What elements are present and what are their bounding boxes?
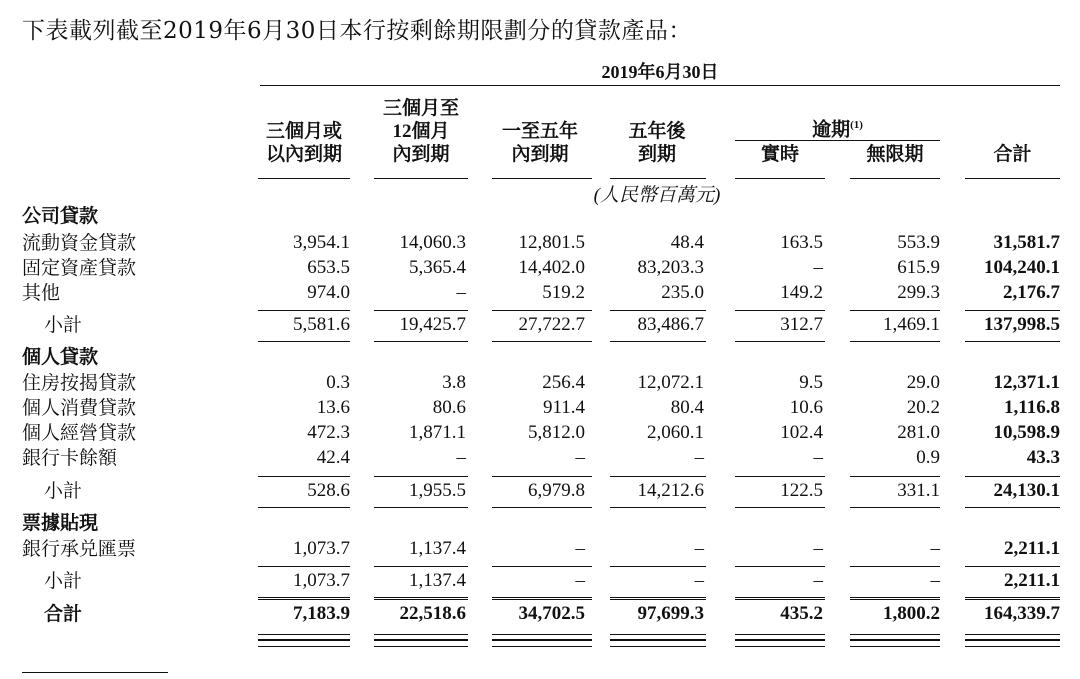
cell-data-col3: 48.4 [670, 232, 704, 253]
column-header-6: 合計 [993, 143, 1032, 165]
row-label: 個人經營貸款 [22, 422, 137, 444]
cell-data-col0: 974.0 [307, 282, 350, 303]
rule-above-subtotal [374, 310, 468, 311]
rule-above-subtotal [610, 310, 706, 311]
rule-above-subtotal [850, 566, 940, 567]
cell-data-col4: 9.5 [799, 372, 823, 393]
rule-above-subtotal [965, 476, 1060, 477]
cell-data-col0: 3,954.1 [293, 232, 350, 253]
cell-subtotal-col1: 1,955.5 [409, 480, 466, 501]
rule-below-subtotal [965, 597, 1060, 598]
rule-below-subtotal [610, 341, 706, 342]
cell-data-col4: 149.2 [780, 282, 823, 303]
cell-subtotal-col3: – [694, 570, 704, 591]
rule-above-subtotal [492, 476, 592, 477]
rule-below-subtotal [492, 341, 592, 342]
header-rule-6 [965, 178, 1060, 179]
rule-below-total [492, 634, 592, 635]
rule-below-total [735, 646, 825, 647]
cell-data-col0: 42.4 [316, 447, 350, 468]
rule-above-subtotal [850, 476, 940, 477]
cell-data-col6: 10,598.9 [993, 422, 1060, 443]
cell-data-col2: 256.4 [542, 372, 585, 393]
rule-below-total [374, 639, 468, 641]
cell-data-col4: 102.4 [780, 422, 823, 443]
cell-total-col2: 34,702.5 [518, 603, 585, 624]
rule-below-total [610, 634, 706, 635]
cell-subtotal-col5: – [930, 570, 940, 591]
cell-data-col4: – [813, 447, 823, 468]
rule-below-subtotal [850, 341, 940, 342]
rule-below-subtotal [258, 507, 350, 508]
cell-data-col0: 1,073.7 [293, 538, 350, 559]
rule-below-subtotal [374, 597, 468, 598]
cell-data-col5: – [930, 538, 940, 559]
cell-subtotal-col1: 19,425.7 [399, 314, 466, 335]
rule-below-subtotal [258, 341, 350, 342]
cell-data-col0: 0.3 [326, 372, 350, 393]
cell-data-col6: 1,116.8 [1004, 397, 1060, 418]
cell-subtotal-col3: 14,212.6 [637, 480, 704, 501]
row-label: 住房按揭貸款 [22, 372, 137, 394]
row-label: 流動資金貸款 [22, 232, 137, 254]
header-rule-0 [258, 178, 350, 179]
cell-data-col4: – [813, 257, 823, 278]
rule-above-subtotal [492, 310, 592, 311]
subtotal-label: 小計 [44, 570, 83, 592]
cell-data-col3: 235.0 [661, 282, 704, 303]
header-rule-1 [374, 178, 468, 179]
cell-data-col3: – [694, 447, 704, 468]
rule-below-total [374, 646, 468, 647]
rule-above-subtotal [850, 310, 940, 311]
cell-subtotal-col6: 2,211.1 [1004, 570, 1060, 591]
rule-below-subtotal [735, 341, 825, 342]
rule-above-subtotal [735, 566, 825, 567]
cell-data-col3: – [694, 538, 704, 559]
cell-subtotal-col5: 331.1 [897, 480, 940, 501]
rule-above-subtotal [735, 476, 825, 477]
cell-data-col5: 29.0 [906, 372, 940, 393]
rule-below-total [850, 639, 940, 641]
cell-data-col6: 104,240.1 [984, 257, 1060, 278]
cell-data-col6: 43.3 [1026, 447, 1060, 468]
cell-data-col1: 80.6 [432, 397, 466, 418]
cell-data-col1: – [456, 447, 466, 468]
column-header-3: 五年後 到期 [628, 120, 686, 165]
column-header-0: 三個月或 以內到期 [265, 120, 342, 165]
rule-below-total [492, 646, 592, 647]
rule-below-total [965, 639, 1060, 641]
cell-data-col6: 12,371.1 [993, 372, 1060, 393]
rule-above-total [850, 599, 940, 600]
date-header-rule [260, 85, 1060, 86]
cell-data-col0: 653.5 [307, 257, 350, 278]
rule-above-total [610, 599, 706, 600]
cell-data-col5: 281.0 [897, 422, 940, 443]
cell-subtotal-col6: 137,998.5 [984, 314, 1060, 335]
cell-data-col2: – [575, 447, 585, 468]
rule-below-subtotal [610, 597, 706, 598]
cell-data-col5: 553.9 [897, 232, 940, 253]
date-header: 2019年6月30日 [601, 62, 719, 82]
rule-below-total [850, 634, 940, 635]
header-rule-5 [850, 178, 940, 179]
rule-below-total [850, 646, 940, 647]
rule-above-subtotal [258, 310, 350, 311]
rule-below-subtotal [492, 507, 592, 508]
rule-below-subtotal [374, 507, 468, 508]
rule-below-subtotal [735, 507, 825, 508]
rule-above-total [965, 599, 1060, 600]
cell-data-col2: – [575, 538, 585, 559]
rule-below-subtotal [610, 507, 706, 508]
column-header-1: 三個月至 12個月 內到期 [382, 97, 459, 165]
rule-below-total [258, 639, 350, 641]
section-heading: 票據貼現 [22, 512, 99, 534]
header-rule-2 [492, 178, 592, 179]
cell-data-col3: 83,203.3 [637, 257, 704, 278]
cell-data-col4: – [813, 538, 823, 559]
rule-below-total [258, 646, 350, 647]
cell-data-col6: 2,211.1 [1004, 538, 1060, 559]
rule-below-total [610, 646, 706, 647]
cell-data-col2: 12,801.5 [518, 232, 585, 253]
cell-data-col4: 10.6 [789, 397, 823, 418]
cell-data-col3: 2,060.1 [647, 422, 704, 443]
rule-below-subtotal [850, 597, 940, 598]
cell-total-col5: 1,800.2 [883, 603, 940, 624]
rule-above-subtotal [492, 566, 592, 567]
cell-data-col3: 12,072.1 [637, 372, 704, 393]
unit-label: (人民幣百萬元) [593, 185, 721, 206]
header-rule-3 [610, 178, 706, 179]
cell-data-col2: 519.2 [542, 282, 585, 303]
rule-above-total [258, 599, 350, 600]
subtotal-label: 小計 [44, 480, 83, 502]
rule-below-total [374, 634, 468, 635]
column-header-2: 一至五年 內到期 [501, 120, 578, 165]
rule-above-total [374, 599, 468, 600]
footnote-marker: (1) [850, 119, 863, 131]
cell-data-col2: 911.4 [542, 397, 585, 418]
rule-above-total [735, 599, 825, 600]
cell-data-col2: 14,402.0 [518, 257, 585, 278]
rule-above-subtotal [965, 566, 1060, 567]
cell-data-col1: 1,871.1 [409, 422, 466, 443]
cell-data-col2: 5,812.0 [528, 422, 585, 443]
rule-above-subtotal [965, 310, 1060, 311]
rule-above-total [492, 599, 592, 600]
rule-above-subtotal [374, 476, 468, 477]
cell-data-col6: 2,176.7 [1003, 282, 1060, 303]
row-label: 銀行承兑匯票 [22, 538, 137, 560]
cell-data-col0: 13.6 [316, 397, 350, 418]
rule-below-subtotal [965, 507, 1060, 508]
section-heading: 個人貸款 [22, 346, 99, 368]
cell-data-col4: 163.5 [780, 232, 823, 253]
rule-below-subtotal [735, 597, 825, 598]
cell-subtotal-col1: 1,137.4 [409, 570, 466, 591]
rule-below-total [965, 646, 1060, 647]
cell-subtotal-col2: 27,722.7 [518, 314, 585, 335]
column-header-4: 實時 [760, 143, 799, 165]
cell-subtotal-col4: 122.5 [780, 480, 823, 501]
cell-subtotal-col6: 24,130.1 [993, 480, 1060, 501]
cell-data-col1: 1,137.4 [409, 538, 466, 559]
cell-data-col5: 20.2 [906, 397, 940, 418]
cell-subtotal-col3: 83,486.7 [637, 314, 704, 335]
rule-above-subtotal [610, 476, 706, 477]
rule-below-total [965, 634, 1060, 635]
overdue-group-header: 逾期$^{(1)}$ [812, 118, 863, 141]
cell-data-col1: 14,060.3 [399, 232, 466, 253]
cell-data-col1: 5,365.4 [409, 257, 466, 278]
rule-above-subtotal [610, 566, 706, 567]
rule-above-subtotal [374, 566, 468, 567]
rule-above-subtotal [258, 476, 350, 477]
cell-total-col6: 164,339.7 [984, 603, 1060, 624]
overdue-group-rule [735, 140, 940, 141]
total-label: 合計 [44, 603, 83, 625]
rule-below-total [492, 639, 592, 641]
cell-subtotal-col2: 6,979.8 [528, 480, 585, 501]
subtotal-label: 小計 [44, 314, 83, 336]
document-title: 下表載列截至2019年6月30日本行按剩餘期限劃分的貸款產品： [22, 18, 692, 44]
cell-data-col0: 472.3 [307, 422, 350, 443]
row-label: 個人消費貸款 [22, 397, 137, 419]
header-rule-4 [735, 178, 825, 179]
section-heading: 公司貸款 [22, 205, 99, 227]
row-label: 銀行卡餘額 [22, 447, 118, 469]
cell-subtotal-col0: 1,073.7 [293, 570, 350, 591]
rule-below-total [610, 639, 706, 641]
column-header-5: 無限期 [866, 143, 924, 165]
rule-below-total [735, 634, 825, 635]
rule-below-subtotal [492, 597, 592, 598]
rule-below-subtotal [965, 341, 1060, 342]
cell-data-col5: 615.9 [897, 257, 940, 278]
cell-total-col0: 7,183.9 [293, 603, 350, 624]
rule-below-total [735, 639, 825, 641]
cell-subtotal-col4: – [813, 570, 823, 591]
rule-below-subtotal [374, 341, 468, 342]
cell-subtotal-col4: 312.7 [780, 314, 823, 335]
cell-subtotal-col0: 528.6 [307, 480, 350, 501]
cell-total-col4: 435.2 [780, 603, 823, 624]
cell-subtotal-col2: – [575, 570, 585, 591]
cell-data-col5: 0.9 [916, 447, 940, 468]
cell-data-col1: 3.8 [442, 372, 466, 393]
cell-data-col6: 31,581.7 [993, 232, 1060, 253]
rule-above-subtotal [735, 310, 825, 311]
cell-data-col5: 299.3 [897, 282, 940, 303]
row-label: 固定資產貸款 [22, 257, 137, 279]
row-label: 其他 [22, 282, 61, 304]
cell-subtotal-col0: 5,581.6 [293, 314, 350, 335]
rule-below-total [258, 634, 350, 635]
cell-total-col1: 22,518.6 [399, 603, 466, 624]
rule-below-subtotal [258, 597, 350, 598]
cell-total-col3: 97,699.3 [637, 603, 704, 624]
cell-subtotal-col5: 1,469.1 [883, 314, 940, 335]
rule-below-subtotal [850, 507, 940, 508]
cell-data-col1: – [456, 282, 466, 303]
footnote-rule [22, 672, 168, 673]
cell-data-col3: 80.4 [670, 397, 704, 418]
rule-above-subtotal [258, 566, 350, 567]
